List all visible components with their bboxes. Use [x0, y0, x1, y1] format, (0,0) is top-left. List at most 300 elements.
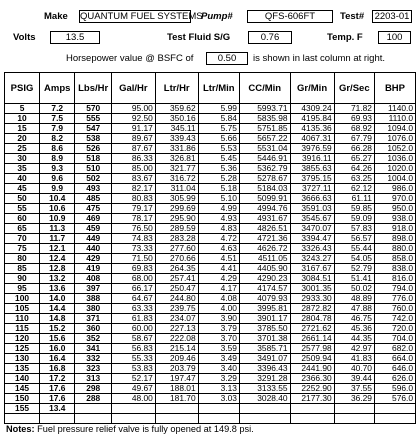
cell-cc-min: 3785.50	[239, 324, 290, 334]
cell-ltr-hr: 289.59	[155, 224, 198, 234]
cell-bhp: 626.0	[374, 374, 415, 384]
cell-cc-min	[239, 414, 290, 424]
cell-ltr-hr: 257.41	[155, 274, 198, 284]
cell-gal-hr: 79.17	[111, 204, 155, 214]
cell-psig: 110	[5, 314, 40, 324]
cell-ltr-hr: 264.35	[155, 264, 198, 274]
table-row	[5, 394, 416, 404]
cell-lbs-hr: 429	[75, 254, 112, 264]
cell-ltr-min: 3.29	[198, 374, 239, 384]
cell-gr-min: 2804.78	[290, 314, 334, 324]
cell-amps: 7.9	[40, 124, 75, 134]
cell-gr-min: 3167.67	[290, 264, 334, 274]
cell-psig: 100	[5, 294, 40, 304]
cell-ltr-min: 4.63	[198, 244, 239, 254]
cell-ltr-hr: 270.66	[155, 254, 198, 264]
cell-psig: 80	[5, 254, 40, 264]
cell-gal-hr: 69.83	[111, 264, 155, 274]
table-row	[5, 134, 416, 144]
cell-bhp: 704.0	[374, 334, 415, 344]
cell-amps: 11.7	[40, 234, 75, 244]
table-row	[5, 174, 416, 184]
cell-gr-min: 3001.35	[290, 284, 334, 294]
cell-gr-min: 2661.14	[290, 334, 334, 344]
test-fluid-label: Test Fluid S/G	[167, 32, 231, 43]
table-row	[5, 284, 416, 294]
cell-amps: 9.6	[40, 174, 75, 184]
cell-gr-min: 3394.47	[290, 234, 334, 244]
table-row	[5, 324, 416, 334]
cell-ltr-min: 5.10	[198, 194, 239, 204]
cell-ltr-hr: 295.90	[155, 214, 198, 224]
cell-ltr-hr: 345.11	[155, 124, 198, 134]
cell-gr-sec: 69.93	[334, 114, 374, 124]
cell-amps: 17.6	[40, 394, 75, 404]
cell-cc-min: 3585.71	[239, 344, 290, 354]
cell-cc-min: 3028.40	[239, 394, 290, 404]
cell-psig: 75	[5, 244, 40, 254]
cell-gr-sec: 52.79	[334, 264, 374, 274]
cell-gr-min: 4309.24	[290, 104, 334, 114]
cell-gr-sec: 36.29	[334, 394, 374, 404]
table-row	[5, 374, 416, 384]
table-row	[5, 364, 416, 374]
cell-ltr-min: 5.45	[198, 154, 239, 164]
cell-bhp: 596.0	[374, 384, 415, 394]
cell-ltr-hr	[155, 414, 198, 424]
cell-gr-min: 3727.11	[290, 184, 334, 194]
cell-psig: 35	[5, 164, 40, 174]
bsfc-value: 0.50	[206, 52, 248, 65]
cell-bhp: 970.0	[374, 194, 415, 204]
test-fluid-value: 0.76	[248, 31, 292, 44]
cell-ltr-min: 4.00	[198, 304, 239, 314]
cell-ltr-min: 3.59	[198, 344, 239, 354]
cell-bhp: 776.0	[374, 294, 415, 304]
cell-gal-hr: 58.67	[111, 334, 155, 344]
cell-gr-min: 3470.07	[290, 224, 334, 234]
cell-amps: 10.4	[40, 194, 75, 204]
cell-ltr-hr: 244.80	[155, 294, 198, 304]
cell-cc-min: 5835.98	[239, 114, 290, 124]
cell-gr-sec: 65.27	[334, 154, 374, 164]
cell-psig: 105	[5, 304, 40, 314]
cell-cc-min: 3491.07	[239, 354, 290, 364]
cell-ltr-min: 5.36	[198, 164, 239, 174]
cell-ltr-hr: 321.77	[155, 164, 198, 174]
cell-lbs-hr: 408	[75, 274, 112, 284]
cell-gr-min: 2933.30	[290, 294, 334, 304]
cell-ltr-min: 4.51	[198, 254, 239, 264]
notes	[6, 424, 254, 434]
cell-cc-min: 4290.23	[239, 274, 290, 284]
cell-ltr-min: 5.28	[198, 174, 239, 184]
table-row	[5, 194, 416, 204]
cell-bhp: 986.0	[374, 184, 415, 194]
cell-gr-sec: 62.12	[334, 184, 374, 194]
cell-ltr-hr: 283.28	[155, 234, 198, 244]
cell-cc-min: 5531.04	[239, 144, 290, 154]
table-body	[5, 104, 416, 424]
cell-amps: 13.2	[40, 274, 75, 284]
cell-amps: 11.3	[40, 224, 75, 234]
cell-gal-hr: 64.67	[111, 294, 155, 304]
cell-lbs-hr: 449	[75, 234, 112, 244]
cell-ltr-min: 5.18	[198, 184, 239, 194]
cell-gal-hr: 55.33	[111, 354, 155, 364]
table-row	[5, 274, 416, 284]
cell-ltr-hr: 316.72	[155, 174, 198, 184]
cell-gal-hr: 71.50	[111, 254, 155, 264]
cell-ltr-min: 3.13	[198, 384, 239, 394]
cell-amps: 8.2	[40, 134, 75, 144]
cell-gr-min: 2577.98	[290, 344, 334, 354]
cell-psig: 25	[5, 144, 40, 154]
column-header-ltr-min: Ltr/Min	[198, 73, 239, 104]
cell-bhp: 742.0	[374, 314, 415, 324]
cell-gr-sec: 66.28	[334, 144, 374, 154]
cell-cc-min: 5657.22	[239, 134, 290, 144]
cell-gr-min: 3243.27	[290, 254, 334, 264]
cell-gr-sec: 48.89	[334, 294, 374, 304]
cell-lbs-hr: 518	[75, 154, 112, 164]
cell-psig: 20	[5, 134, 40, 144]
cell-lbs-hr: 469	[75, 214, 112, 224]
cell-lbs-hr: 371	[75, 314, 112, 324]
cell-amps: 13.4	[40, 404, 75, 414]
cell-ltr-min: 4.99	[198, 204, 239, 214]
cell-amps: 12.4	[40, 254, 75, 264]
column-header-bhp: BHP	[374, 73, 415, 104]
horsepower-prefix: Horsepower value @ BSFC of	[66, 53, 194, 64]
cell-ltr-hr: 331.86	[155, 144, 198, 154]
cell-lbs-hr: 323	[75, 364, 112, 374]
cell-gal-hr	[111, 414, 155, 424]
cell-cc-min: 5446.91	[239, 154, 290, 164]
cell-ltr-min: 4.29	[198, 274, 239, 284]
cell-psig: 10	[5, 114, 40, 124]
cell-amps: 16.8	[40, 364, 75, 374]
cell-gr-min: 3976.59	[290, 144, 334, 154]
cell-lbs-hr: 555	[75, 114, 112, 124]
cell-ltr-hr: 299.69	[155, 204, 198, 214]
cell-gr-min: 2872.82	[290, 304, 334, 314]
cell-ltr-hr: 203.79	[155, 364, 198, 374]
cell-psig: 90	[5, 274, 40, 284]
cell-lbs-hr: 485	[75, 194, 112, 204]
cell-bhp: 1004.0	[374, 174, 415, 184]
cell-cc-min: 3701.38	[239, 334, 290, 344]
cell-bhp: 880.0	[374, 244, 415, 254]
cell-gal-hr: 60.00	[111, 324, 155, 334]
cell-cc-min: 5278.67	[239, 174, 290, 184]
column-header-cc-min: CC/Min	[239, 73, 290, 104]
cell-bhp: 760.0	[374, 304, 415, 314]
cell-lbs-hr: 341	[75, 344, 112, 354]
cell-psig: 125	[5, 344, 40, 354]
cell-ltr-hr: 311.04	[155, 184, 198, 194]
notes-label: Notes:	[6, 424, 35, 434]
cell-bhp: 838.0	[374, 264, 415, 274]
cell-lbs-hr: 547	[75, 124, 112, 134]
column-header-amps: Amps	[40, 73, 75, 104]
cell-psig: 60	[5, 214, 40, 224]
cell-amps: 16.0	[40, 344, 75, 354]
cell-gr-min: 3545.67	[290, 214, 334, 224]
cell-lbs-hr: 388	[75, 294, 112, 304]
table-row	[5, 164, 416, 174]
cell-psig: 5	[5, 104, 40, 114]
cell-amps: 8.6	[40, 144, 75, 154]
cell-gal-hr: 53.83	[111, 364, 155, 374]
pump-value: QFS-606FT	[247, 10, 333, 23]
cell-gal-hr: 74.83	[111, 234, 155, 244]
cell-gal-hr: 61.83	[111, 314, 155, 324]
cell-gr-sec: 71.82	[334, 104, 374, 114]
cell-gr-min: 2509.94	[290, 354, 334, 364]
cell-gr-min	[290, 404, 334, 414]
cell-bhp: 720.0	[374, 324, 415, 334]
make-label: Make	[44, 11, 68, 22]
cell-cc-min: 5993.71	[239, 104, 290, 114]
cell-ltr-hr: 239.75	[155, 304, 198, 314]
cell-ltr-hr: 181.70	[155, 394, 198, 404]
table-row	[5, 214, 416, 224]
cell-gal-hr: 48.00	[111, 394, 155, 404]
cell-bhp: 576.0	[374, 394, 415, 404]
cell-lbs-hr: 397	[75, 284, 112, 294]
cell-psig: 30	[5, 154, 40, 164]
cell-gr-sec: 39.44	[334, 374, 374, 384]
column-header-gr-min: Gr/Min	[290, 73, 334, 104]
volts-value: 13.5	[50, 31, 100, 44]
pump-flow-table	[4, 72, 416, 424]
column-header-gal-hr: Gal/Hr	[111, 73, 155, 104]
column-header-psig: PSIG	[5, 73, 40, 104]
cell-gr-min: 2366.30	[290, 374, 334, 384]
cell-gr-min: 2441.90	[290, 364, 334, 374]
cell-ltr-hr: 277.60	[155, 244, 198, 254]
table-row	[5, 124, 416, 134]
table-row	[5, 304, 416, 314]
cell-lbs-hr: 502	[75, 174, 112, 184]
cell-lbs-hr: 526	[75, 144, 112, 154]
test-value: 2203-01	[372, 10, 412, 23]
cell-cc-min: 3133.55	[239, 384, 290, 394]
table-row	[5, 154, 416, 164]
cell-ltr-min: 5.75	[198, 124, 239, 134]
cell-ltr-hr: 188.01	[155, 384, 198, 394]
cell-gr-min: 4135.36	[290, 124, 334, 134]
cell-gal-hr: 85.00	[111, 164, 155, 174]
cell-cc-min: 4826.51	[239, 224, 290, 234]
temp-label: Temp. F	[327, 32, 363, 43]
cell-amps: 12.8	[40, 264, 75, 274]
cell-bhp: 918.0	[374, 224, 415, 234]
cell-gr-sec: 44.35	[334, 334, 374, 344]
cell-gr-min: 3591.03	[290, 204, 334, 214]
cell-ltr-min: 5.53	[198, 144, 239, 154]
cell-bhp: 1094.0	[374, 124, 415, 134]
cell-gr-min: 2721.62	[290, 324, 334, 334]
cell-ltr-min: 4.93	[198, 214, 239, 224]
cell-ltr-min: 5.84	[198, 114, 239, 124]
cell-bhp: 1020.0	[374, 164, 415, 174]
cell-lbs-hr: 360	[75, 324, 112, 334]
cell-lbs-hr: 510	[75, 164, 112, 174]
cell-bhp: 938.0	[374, 214, 415, 224]
cell-lbs-hr: 493	[75, 184, 112, 194]
cell-ltr-min: 4.41	[198, 264, 239, 274]
cell-lbs-hr: 298	[75, 384, 112, 394]
table-row	[5, 264, 416, 274]
cell-psig	[5, 414, 40, 424]
cell-psig: 145	[5, 384, 40, 394]
cell-lbs-hr: 352	[75, 334, 112, 344]
cell-gr-sec: 61.11	[334, 194, 374, 204]
cell-ltr-min: 3.90	[198, 314, 239, 324]
horsepower-suffix: is shown in last column at right.	[253, 53, 386, 64]
cell-amps: 9.3	[40, 164, 75, 174]
cell-gal-hr: 89.67	[111, 134, 155, 144]
cell-lbs-hr	[75, 414, 112, 424]
cell-gal-hr: 78.17	[111, 214, 155, 224]
cell-gal-hr: 49.67	[111, 384, 155, 394]
cell-cc-min: 3396.43	[239, 364, 290, 374]
table-row	[5, 254, 416, 264]
cell-ltr-min: 3.40	[198, 364, 239, 374]
cell-ltr-hr: 234.07	[155, 314, 198, 324]
cell-cc-min: 4511.05	[239, 254, 290, 264]
cell-gr-sec	[334, 414, 374, 424]
cell-ltr-min: 3.49	[198, 354, 239, 364]
cell-gal-hr: 82.17	[111, 184, 155, 194]
cell-gal-hr: 68.00	[111, 274, 155, 284]
cell-gal-hr: 92.50	[111, 114, 155, 124]
cell-bhp: 816.0	[374, 274, 415, 284]
cell-psig: 85	[5, 264, 40, 274]
cell-amps: 15.2	[40, 324, 75, 334]
pump-label: Pump#	[201, 11, 233, 22]
cell-cc-min	[239, 404, 290, 414]
cell-amps: 10.9	[40, 214, 75, 224]
cell-cc-min: 5184.03	[239, 184, 290, 194]
cell-ltr-hr: 326.81	[155, 154, 198, 164]
cell-gr-sec: 46.75	[334, 314, 374, 324]
cell-gal-hr: 76.50	[111, 224, 155, 234]
table-row	[5, 334, 416, 344]
temp-value: 100	[378, 31, 411, 44]
cell-psig: 95	[5, 284, 40, 294]
cell-ltr-min: 5.66	[198, 134, 239, 144]
cell-ltr-min	[198, 414, 239, 424]
table-row	[5, 184, 416, 194]
cell-lbs-hr: 570	[75, 104, 112, 114]
cell-lbs-hr: 538	[75, 134, 112, 144]
cell-lbs-hr: 313	[75, 374, 112, 384]
cell-cc-min: 4994.76	[239, 204, 290, 214]
cell-gr-sec: 59.09	[334, 214, 374, 224]
cell-psig: 45	[5, 184, 40, 194]
cell-ltr-min: 4.17	[198, 284, 239, 294]
cell-amps: 7.2	[40, 104, 75, 114]
cell-gr-sec: 68.92	[334, 124, 374, 134]
cell-bhp: 1140.0	[374, 104, 415, 114]
cell-bhp: 664.0	[374, 354, 415, 364]
cell-gal-hr: 52.17	[111, 374, 155, 384]
cell-lbs-hr: 475	[75, 204, 112, 214]
cell-psig: 65	[5, 224, 40, 234]
cell-cc-min: 3901.17	[239, 314, 290, 324]
cell-lbs-hr: 288	[75, 394, 112, 404]
cell-amps: 10.6	[40, 204, 75, 214]
cell-amps: 15.6	[40, 334, 75, 344]
cell-ltr-min: 4.08	[198, 294, 239, 304]
cell-ltr-hr: 209.46	[155, 354, 198, 364]
cell-gal-hr: 87.67	[111, 144, 155, 154]
cell-ltr-hr: 350.16	[155, 114, 198, 124]
cell-gr-sec: 40.70	[334, 364, 374, 374]
cell-gal-hr	[111, 404, 155, 414]
cell-gal-hr: 63.33	[111, 304, 155, 314]
cell-gr-min: 3795.15	[290, 174, 334, 184]
cell-gr-min	[290, 414, 334, 424]
cell-gr-sec: 50.02	[334, 284, 374, 294]
cell-gr-sec: 54.05	[334, 254, 374, 264]
volts-label: Volts	[13, 32, 36, 43]
cell-gal-hr: 83.67	[111, 174, 155, 184]
cell-psig: 135	[5, 364, 40, 374]
cell-gr-min: 3326.43	[290, 244, 334, 254]
cell-bhp: 794.0	[374, 284, 415, 294]
cell-cc-min: 3995.81	[239, 304, 290, 314]
cell-cc-min: 3291.28	[239, 374, 290, 384]
cell-cc-min: 5362.79	[239, 164, 290, 174]
cell-cc-min: 5099.91	[239, 194, 290, 204]
table-row	[5, 224, 416, 234]
cell-psig: 15	[5, 124, 40, 134]
cell-gal-hr: 66.17	[111, 284, 155, 294]
cell-amps	[40, 414, 75, 424]
cell-ltr-hr: 339.43	[155, 134, 198, 144]
notes-text: Fuel pressure relief valve is fully opened at 149.8 psi.	[37, 424, 254, 434]
cell-gr-sec: 55.44	[334, 244, 374, 254]
cell-gal-hr: 95.00	[111, 104, 155, 114]
cell-ltr-hr: 215.14	[155, 344, 198, 354]
table-row	[5, 354, 416, 364]
cell-gr-sec: 41.83	[334, 354, 374, 364]
cell-psig: 40	[5, 174, 40, 184]
cell-amps: 14.8	[40, 314, 75, 324]
cell-lbs-hr: 440	[75, 244, 112, 254]
cell-gal-hr: 56.83	[111, 344, 155, 354]
cell-amps: 14.4	[40, 304, 75, 314]
cell-gal-hr: 80.83	[111, 194, 155, 204]
cell-lbs-hr: 419	[75, 264, 112, 274]
cell-gr-sec: 37.55	[334, 384, 374, 394]
cell-ltr-hr: 227.13	[155, 324, 198, 334]
cell-ltr-hr: 250.47	[155, 284, 198, 294]
cell-psig: 50	[5, 194, 40, 204]
column-header-ltr-hr: Ltr/Hr	[155, 73, 198, 104]
cell-amps: 16.4	[40, 354, 75, 364]
cell-psig: 115	[5, 324, 40, 334]
cell-bhp	[374, 414, 415, 424]
cell-psig: 150	[5, 394, 40, 404]
cell-ltr-min: 3.79	[198, 324, 239, 334]
cell-psig: 120	[5, 334, 40, 344]
table-row	[5, 244, 416, 254]
